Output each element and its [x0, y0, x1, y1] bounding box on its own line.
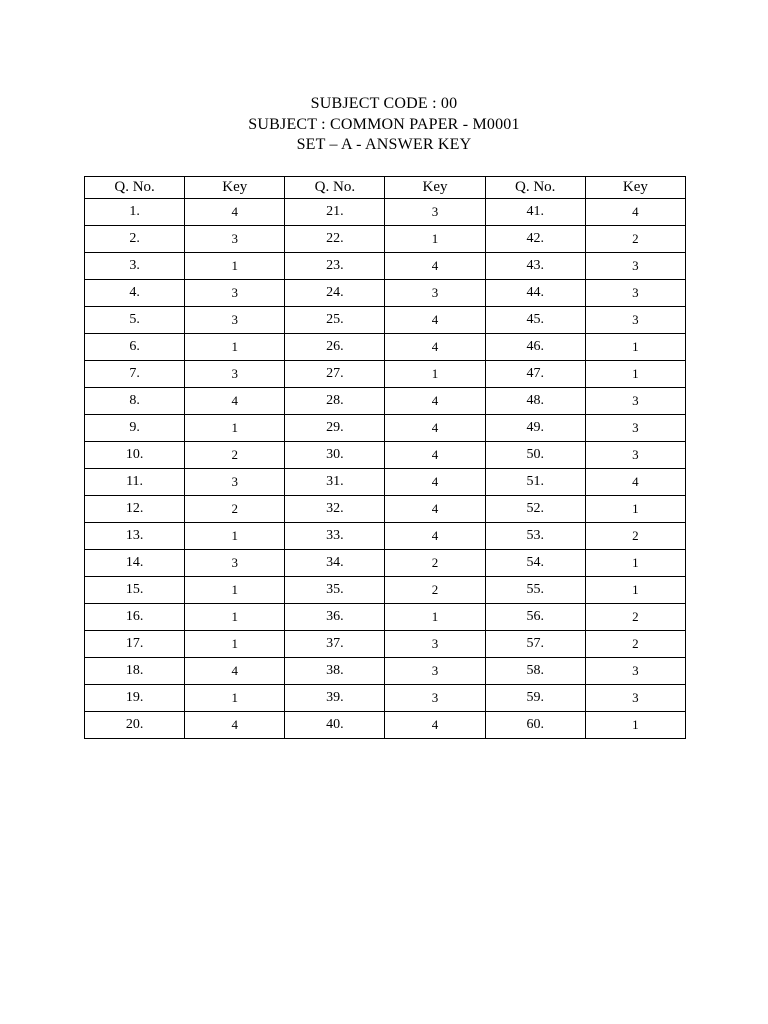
question-number-cell: 3.	[85, 253, 185, 280]
answer-key-cell: 2	[585, 226, 685, 253]
question-number-cell: 8.	[85, 388, 185, 415]
question-number-cell: 49.	[485, 415, 585, 442]
table-row	[85, 523, 686, 550]
question-number-cell: 35.	[285, 577, 385, 604]
answer-key-cell: 4	[385, 334, 485, 361]
answer-key-cell: 3	[185, 226, 285, 253]
table-row	[85, 253, 686, 280]
question-number-cell: 14.	[85, 550, 185, 577]
question-number-cell: 58.	[485, 658, 585, 685]
set-answer-key-title: SET – A - ANSWER KEY	[296, 136, 472, 153]
column-header-qno: Q. No.	[85, 177, 185, 199]
answer-key-cell: 3	[585, 280, 685, 307]
answer-key-cell: 4	[585, 469, 685, 496]
answer-key-cell: 3	[385, 685, 485, 712]
table-row	[85, 685, 686, 712]
answer-key-cell: 4	[185, 199, 285, 226]
question-number-cell: 55.	[485, 577, 585, 604]
answer-key-cell: 3	[585, 658, 685, 685]
answer-key-cell: 1	[185, 604, 285, 631]
question-number-cell: 11.	[85, 469, 185, 496]
question-number-cell: 12.	[85, 496, 185, 523]
answer-key-cell: 4	[385, 469, 485, 496]
table-row	[85, 712, 686, 739]
answer-key-cell: 3	[585, 415, 685, 442]
table-row	[85, 199, 686, 226]
answer-key-cell: 2	[185, 442, 285, 469]
table-row	[85, 550, 686, 577]
question-number-cell: 34.	[285, 550, 385, 577]
answer-key-cell: 4	[385, 307, 485, 334]
question-number-cell: 23.	[285, 253, 385, 280]
question-number-cell: 19.	[85, 685, 185, 712]
question-number-cell: 56.	[485, 604, 585, 631]
answer-key-cell: 1	[585, 577, 685, 604]
question-number-cell: 24.	[285, 280, 385, 307]
question-number-cell: 45.	[485, 307, 585, 334]
question-number-cell: 32.	[285, 496, 385, 523]
question-number-cell: 54.	[485, 550, 585, 577]
question-number-cell: 4.	[85, 280, 185, 307]
answer-key-cell: 1	[185, 523, 285, 550]
question-number-cell: 20.	[85, 712, 185, 739]
table-row	[85, 307, 686, 334]
answer-key-cell: 1	[385, 361, 485, 388]
table-row	[85, 658, 686, 685]
answer-key-cell: 2	[585, 523, 685, 550]
answer-key-cell: 3	[385, 280, 485, 307]
answer-key-cell: 1	[185, 685, 285, 712]
question-number-cell: 42.	[485, 226, 585, 253]
subject-code: SUBJECT CODE : 00	[310, 95, 458, 112]
question-number-cell: 28.	[285, 388, 385, 415]
table-row	[85, 604, 686, 631]
answer-key-cell: 3	[385, 658, 485, 685]
column-header-key: Key	[385, 177, 485, 199]
table-body	[85, 199, 686, 739]
question-number-cell: 60.	[485, 712, 585, 739]
answer-key-cell: 4	[385, 523, 485, 550]
question-number-cell: 13.	[85, 523, 185, 550]
table-row	[85, 577, 686, 604]
question-number-cell: 2.	[85, 226, 185, 253]
question-number-cell: 51.	[485, 469, 585, 496]
answer-key-cell: 4	[385, 442, 485, 469]
answer-key-cell: 1	[185, 631, 285, 658]
table-row	[85, 361, 686, 388]
column-header-key: Key	[185, 177, 285, 199]
question-number-cell: 40.	[285, 712, 385, 739]
question-number-cell: 37.	[285, 631, 385, 658]
table-row	[85, 226, 686, 253]
question-number-cell: 44.	[485, 280, 585, 307]
question-number-cell: 25.	[285, 307, 385, 334]
question-number-cell: 6.	[85, 334, 185, 361]
question-number-cell: 47.	[485, 361, 585, 388]
question-number-cell: 15.	[85, 577, 185, 604]
question-number-cell: 16.	[85, 604, 185, 631]
question-number-cell: 50.	[485, 442, 585, 469]
question-number-cell: 22.	[285, 226, 385, 253]
answer-key-cell: 4	[185, 388, 285, 415]
answer-key-cell: 3	[585, 685, 685, 712]
question-number-cell: 48.	[485, 388, 585, 415]
question-number-cell: 27.	[285, 361, 385, 388]
answer-key-cell: 1	[585, 712, 685, 739]
question-number-cell: 18.	[85, 658, 185, 685]
answer-key-cell: 2	[185, 496, 285, 523]
answer-key-cell: 4	[385, 712, 485, 739]
question-number-cell: 31.	[285, 469, 385, 496]
column-header-qno: Q. No.	[485, 177, 585, 199]
answer-key-cell: 1	[585, 361, 685, 388]
table-row	[85, 631, 686, 658]
column-header-qno: Q. No.	[285, 177, 385, 199]
question-number-cell: 59.	[485, 685, 585, 712]
question-number-cell: 30.	[285, 442, 385, 469]
answer-key-cell: 1	[585, 550, 685, 577]
table-header-row	[85, 177, 686, 199]
answer-key-cell: 3	[385, 199, 485, 226]
question-number-cell: 33.	[285, 523, 385, 550]
answer-key-cell: 3	[585, 307, 685, 334]
answer-key-cell: 1	[385, 226, 485, 253]
answer-key-cell: 4	[385, 388, 485, 415]
table-row	[85, 442, 686, 469]
question-number-cell: 43.	[485, 253, 585, 280]
answer-key-cell: 1	[185, 577, 285, 604]
table-row	[85, 334, 686, 361]
table-row	[85, 280, 686, 307]
subject-title: SUBJECT : COMMON PAPER - M0001	[248, 115, 520, 133]
answer-key-cell: 3	[185, 280, 285, 307]
question-number-cell: 5.	[85, 307, 185, 334]
question-number-cell: 1.	[85, 199, 185, 226]
question-number-cell: 53.	[485, 523, 585, 550]
table-row	[85, 388, 686, 415]
question-number-cell: 46.	[485, 334, 585, 361]
question-number-cell: 29.	[285, 415, 385, 442]
question-number-cell: 21.	[285, 199, 385, 226]
question-number-cell: 7.	[85, 361, 185, 388]
answer-key-cell: 3	[185, 307, 285, 334]
question-number-cell: 10.	[85, 442, 185, 469]
question-number-cell: 17.	[85, 631, 185, 658]
answer-key-cell: 4	[385, 253, 485, 280]
question-number-cell: 52.	[485, 496, 585, 523]
answer-key-cell: 2	[385, 577, 485, 604]
table-row	[85, 415, 686, 442]
table-row	[85, 469, 686, 496]
question-number-cell: 39.	[285, 685, 385, 712]
answer-key-cell: 1	[585, 496, 685, 523]
question-number-cell: 38.	[285, 658, 385, 685]
question-number-cell: 26.	[285, 334, 385, 361]
answer-key-cell: 4	[385, 415, 485, 442]
answer-key-cell: 4	[185, 712, 285, 739]
document-header	[0, 94, 768, 156]
answer-key-cell: 3	[385, 631, 485, 658]
answer-key-cell: 3	[585, 253, 685, 280]
answer-key-cell: 1	[585, 334, 685, 361]
column-header-key: Key	[585, 177, 685, 199]
answer-key-cell: 4	[585, 199, 685, 226]
question-number-cell: 36.	[285, 604, 385, 631]
answer-key-cell: 3	[185, 550, 285, 577]
answer-key-cell: 1	[185, 253, 285, 280]
question-number-cell: 41.	[485, 199, 585, 226]
answer-key-cell: 3	[185, 361, 285, 388]
answer-key-cell: 1	[385, 604, 485, 631]
answer-key-cell: 2	[585, 604, 685, 631]
answer-key-cell: 3	[585, 442, 685, 469]
question-number-cell: 57.	[485, 631, 585, 658]
answer-key-cell: 3	[185, 469, 285, 496]
answer-key-cell: 2	[385, 550, 485, 577]
answer-key-cell: 3	[585, 388, 685, 415]
answer-key-cell: 1	[185, 334, 285, 361]
question-number-cell: 9.	[85, 415, 185, 442]
table-row	[85, 496, 686, 523]
answer-key-cell: 1	[185, 415, 285, 442]
answer-key-cell: 4	[185, 658, 285, 685]
answer-key-table	[84, 176, 686, 739]
answer-key-cell: 2	[585, 631, 685, 658]
answer-key-cell: 4	[385, 496, 485, 523]
